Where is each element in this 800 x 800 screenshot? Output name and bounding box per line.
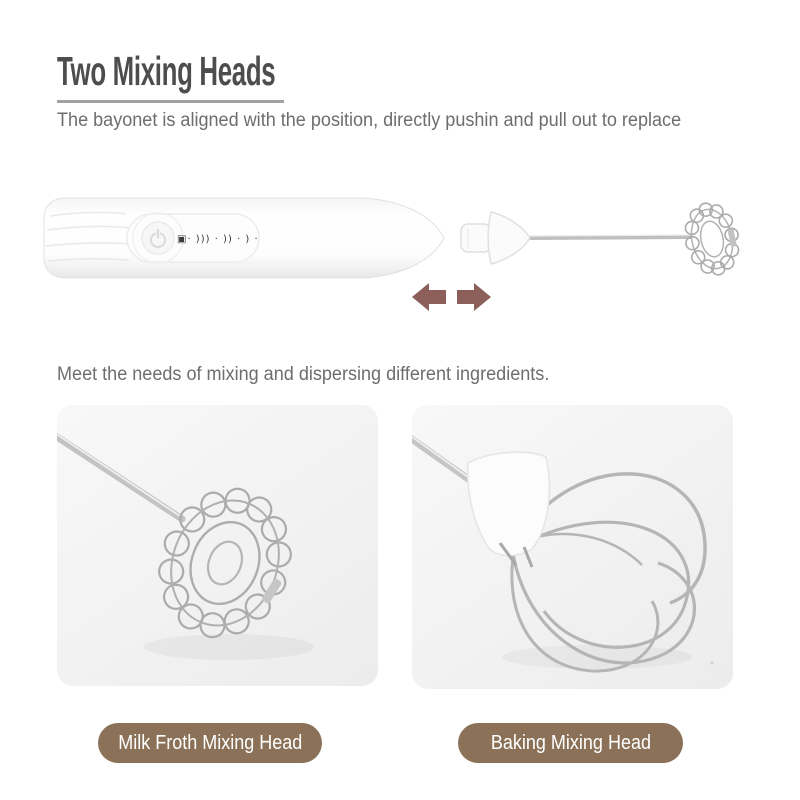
whisk-collar	[468, 452, 550, 555]
title-divider	[57, 100, 284, 103]
baking-label-badge	[458, 723, 683, 763]
page-title: Two Mixing Heads	[57, 48, 276, 94]
whisk-attachment	[461, 198, 746, 280]
spring-coil-head	[138, 470, 312, 656]
whisk-cone	[488, 212, 530, 264]
milk-froth-label-badge	[98, 723, 322, 763]
frother-handle	[44, 198, 444, 278]
whisk-connector	[461, 224, 491, 252]
baking-label-text: Baking Mixing Head	[490, 731, 651, 754]
subtitle-text: The bayonet is aligned with the position, directly pushin and pull out to replace	[57, 110, 682, 131]
swap-right-arrow-icon	[457, 283, 491, 311]
swap-left-arrow-icon	[412, 283, 446, 311]
frother-product-image	[0, 165, 800, 325]
power-button-icon	[142, 222, 174, 254]
milk-froth-label-text: Milk Froth Mixing Head	[117, 731, 303, 754]
speed-indicator-icons: ▣· ))) · )) · ) ·	[177, 234, 259, 245]
milk-froth-head-image	[57, 405, 378, 686]
baking-head-panel	[412, 405, 733, 689]
baking-head-image	[412, 405, 733, 689]
milk-froth-head-panel	[57, 405, 378, 686]
section-description: Meet the needs of mixing and dispersing different ingredients.	[57, 364, 550, 385]
whisk-shaft	[530, 237, 691, 238]
